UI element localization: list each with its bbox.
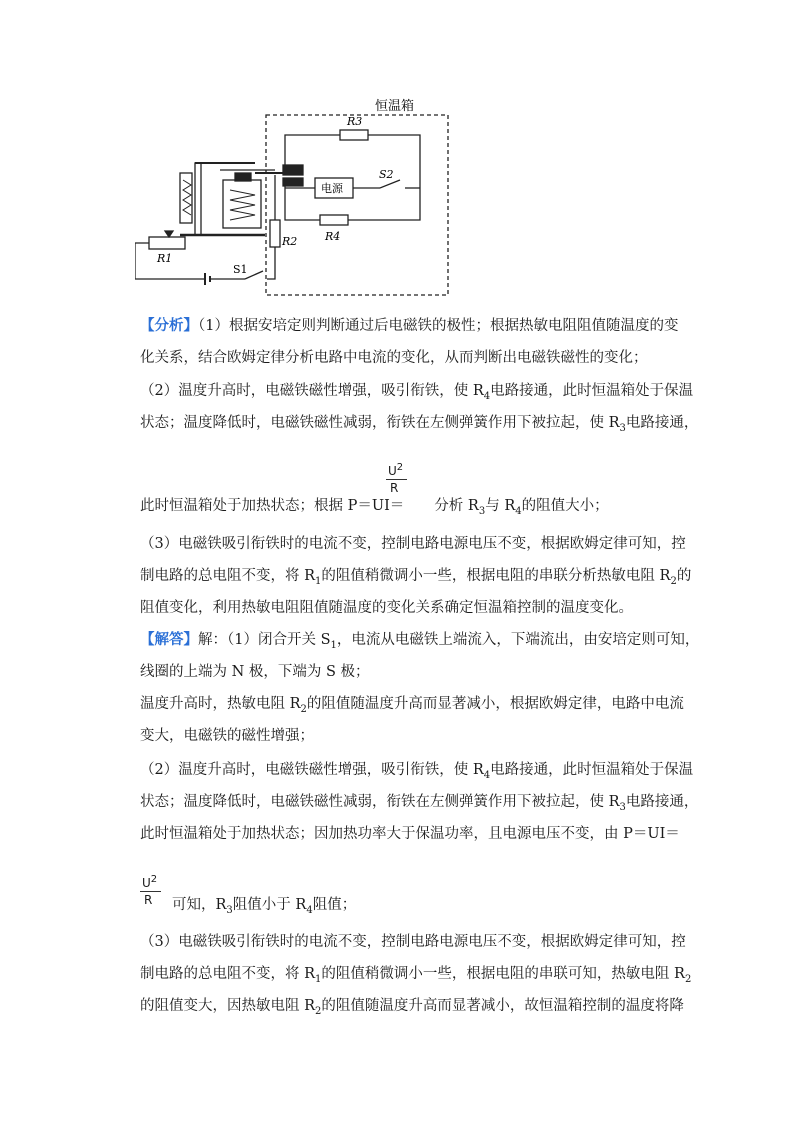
thermostat-box (266, 115, 448, 295)
power-label: 电源 (321, 182, 343, 195)
answer-a1-line3: 温度升高时，热敏电阻 $R_2$的阻值随温度升高而显著减小，根据欧姆定律，电路中电流 (140, 696, 684, 715)
answer-a1-line4: 变大，电磁铁的磁性增强； (140, 728, 314, 744)
resistor-r4 (320, 215, 348, 225)
answer-a1-line1: 【解答】解：（1）闭合开关 $S_1$，电流从电磁铁上端流入，下端流出，由安培定则可知， (140, 631, 700, 651)
answer-a3-line3: 的阻值变大，因热敏电阻 $R_2$的阻值随温度升高而显著减小，故恒温箱控制的温度将降 (140, 998, 684, 1017)
diagram-title: 恒温箱 (375, 99, 415, 114)
label-r3: R3 (347, 115, 363, 128)
resistor-r3 (340, 130, 368, 140)
formula-fraction-2: $\frac{U^2}{R}$ (140, 874, 161, 907)
analysis-p3-line2: 制电路的总电阻不变，将 $R_1$的阻值稍微调小一些，根据电阻的串联分析热敏电阻 $R_2$的 (140, 568, 692, 587)
label-r2: R2 (282, 235, 298, 248)
circuit-diagram (135, 95, 455, 300)
answer-a3-line2: 制电路的总电阻不变，将 $R_1$的阻值稍微调小一些，根据电阻的串联可知，热敏电阻 $R_2$ (140, 966, 692, 985)
switch-s2 (380, 180, 400, 188)
analysis-tag: 【分析】 (140, 317, 198, 334)
answer-a3-line1: （3）电磁铁吸引衔铁时的电流不变，控制电路电源电压不变，根据欧姆定律可知，控 (140, 934, 686, 950)
label-s1: S1 (233, 263, 248, 276)
analysis-p2-line3: 此时恒温箱处于加热状态；根据 P＝UI＝ 分析 $R_3$与 $R_4$的阻值大小； (140, 498, 609, 517)
answer-a2-line1: （2）温度升高时，电磁铁磁性增强，吸引衔铁，使 $R_4$电路接通，此时恒温箱处于保温 (140, 762, 694, 781)
analysis-p3-line1: （3）电磁铁吸引衔铁时的电流不变，控制电路电源电压不变，根据欧姆定律可知，控 (140, 536, 686, 552)
electromagnet (223, 180, 261, 228)
answer-a2-line4: 可知，$R_3$阻值小于 $R_4$阻值； (172, 897, 357, 916)
answer-tag: 【解答】 (140, 631, 198, 648)
analysis-p3-line3: 阻值变化，利用热敏电阻阻值随温度的变化关系确定恒温箱控制的温度变化。 (140, 600, 633, 616)
thermistor-r2 (270, 220, 280, 247)
analysis-p2-line2: 状态；温度降低时，电磁铁磁性减弱，衔铁在左侧弹簧作用下被拉起，使 $R_3$电路接通， (140, 415, 699, 434)
answer-a1-line2: 线圈的上端为 N 极，下端为 S 极； (140, 664, 370, 680)
analysis-p2-line1: （2）温度升高时，电磁铁磁性增强，吸引衔铁，使 $R_4$电路接通，此时恒温箱处于保温 (140, 383, 694, 402)
analysis-p1-line2: 化关系，结合欧姆定律分析电路中电流的变化，从而判断出电磁铁磁性的变化； (140, 350, 648, 366)
answer-a2-line3: 此时恒温箱处于加热状态；因加热功率大于保温功率，且电源电压不变，由 P＝UI＝ (140, 826, 680, 842)
answer-a2-line2: 状态；温度降低时，电磁铁磁性减弱，衔铁在左侧弹簧作用下被拉起，使 $R_3$电路接通， (140, 794, 699, 813)
label-r4: R4 (325, 230, 341, 243)
label-r1: R1 (157, 252, 173, 265)
switch-s1 (245, 271, 263, 279)
formula-fraction-1: $\frac{U^2}{R}$ (386, 462, 407, 495)
analysis-p1-line1: 【分析】（1）根据安培定则判断通过后电磁铁的极性；根据热敏电阻阻值随温度的变 (140, 317, 679, 334)
resistor-r1 (149, 237, 185, 249)
label-s2: S2 (379, 168, 394, 181)
